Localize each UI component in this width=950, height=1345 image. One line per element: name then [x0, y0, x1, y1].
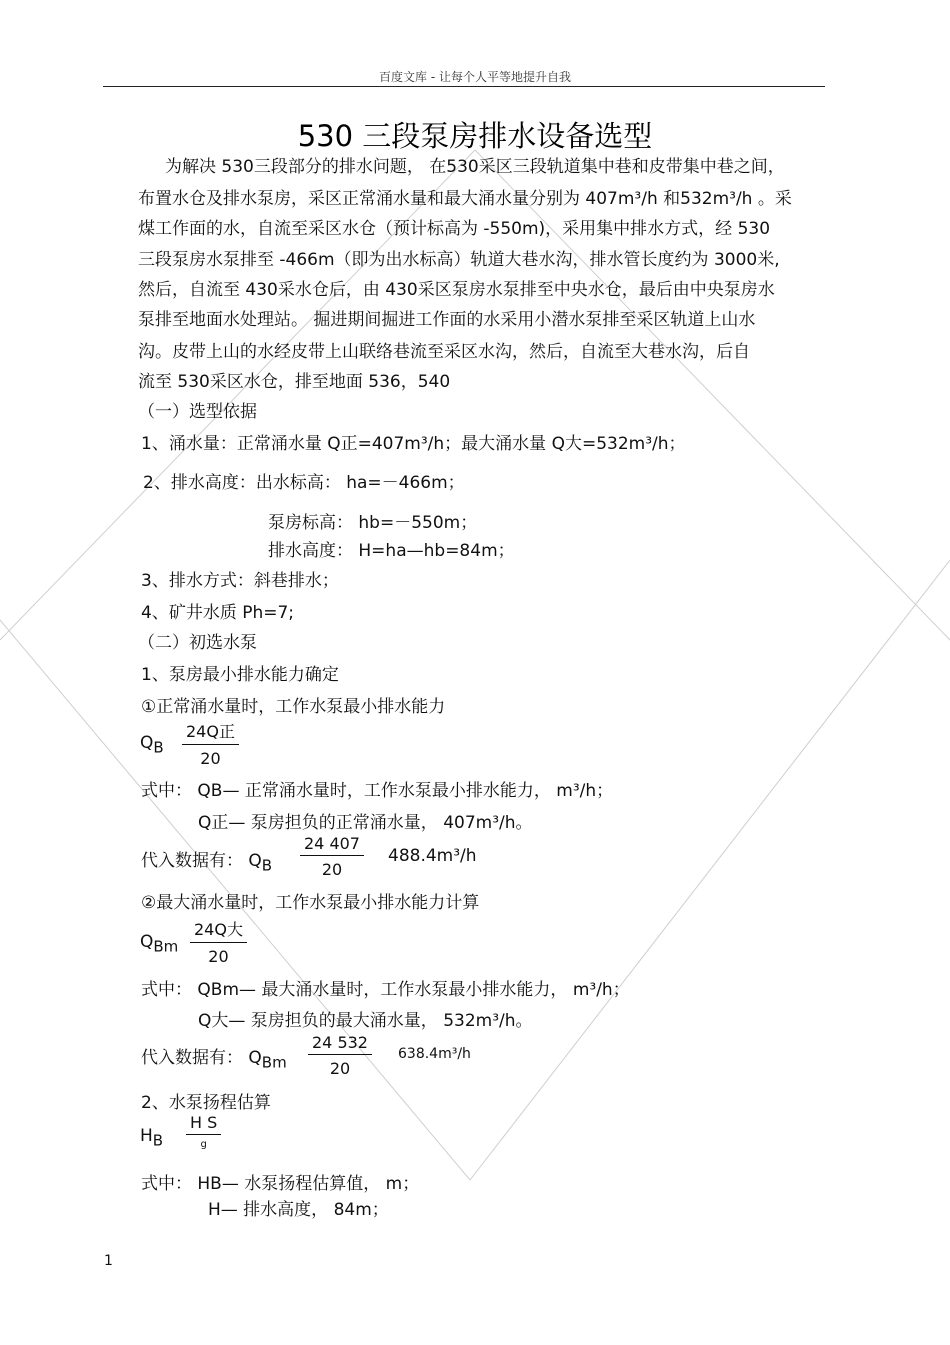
- case1-substitution-label: 代入数据有： $Q_B$: [141, 851, 273, 875]
- case2-heading: ②最大涌水量时，工作水泵最小排水能力计算: [141, 893, 480, 913]
- header-rule: [103, 86, 825, 87]
- head-estimate-heading: 2、水泵扬程估算: [141, 1093, 271, 1113]
- capacity-heading: 1、泵房最小排水能力确定: [141, 665, 339, 685]
- case2-result: 638.4m³/h: [398, 1046, 471, 1062]
- case2-definition-qmax: Q大— 泵房担负的最大涌水量， 532m³/h。: [198, 1011, 533, 1031]
- head-definition-h: H— 排水高度， 84m；: [208, 1200, 389, 1220]
- head-definition-hb: 式中： HB— 水泵扬程估算值， m；: [141, 1174, 420, 1194]
- case1-formula-lhs: $Q_B$: [140, 733, 164, 757]
- intro-line-7: 沟。皮带上山的水经皮带上山联络巷流至采区水沟，然后，自流至大巷水沟，后自: [138, 342, 750, 362]
- basis-outlet-elevation: 2、排水高度：出水标高： ha=－466m；: [143, 473, 465, 493]
- intro-line-5: 然后，自流至 430采水仓后，由 430采区泵房水泵排至中央水仓，最后由中央泵房水: [138, 280, 775, 300]
- page-number: 1: [104, 1253, 113, 1269]
- section-heading-basis: （一）选型依据: [138, 402, 257, 422]
- case2-formula-fraction: 24Q大 20: [190, 917, 247, 966]
- case1-heading: ①正常涌水量时，工作水泵最小排水能力: [141, 697, 446, 717]
- basis-water-quality: 4、矿井水质 Ph=7;: [141, 603, 295, 623]
- case1-formula-fraction: 24Q正 20: [182, 719, 239, 768]
- case1-substitution-fraction: $\frac{24 407}{20}$: [300, 834, 364, 879]
- intro-line-8: 流至 530采区水仓，排至地面 536，540: [138, 372, 451, 392]
- section-heading-pump-selection: （二）初选水泵: [138, 633, 257, 653]
- head-formula-lhs: $H_B$: [140, 1126, 164, 1150]
- intro-line-4: 三段泵房水泵排至 -466m（即为出水标高）轨道大巷水沟，排水管长度约为 3000米,: [138, 250, 780, 270]
- intro-line-6: 泵排至地面水处理站。 掘进期间掘进工作面的水采用小潜水泵排至采区轨道上山水: [138, 310, 756, 330]
- intro-line-3: 煤工作面的水，自流至采区水仓（预计标高为 -550m)，采用集中排水方式，经 530: [138, 219, 771, 239]
- case1-result: 488.4m³/h: [388, 846, 477, 866]
- page-header: 百度文库 - 让每个人平等地提升自我: [379, 70, 571, 84]
- basis-water-inflow: 1、涌水量：正常涌水量 Q正=407m³/h；最大涌水量 Q大=532m³/h；: [141, 434, 686, 454]
- basis-drainage-height: 排水高度： H=ha—hb=84m；: [268, 541, 515, 561]
- basis-drainage-method: 3、排水方式：斜巷排水；: [141, 571, 339, 591]
- case1-definition-qb: 式中： QB— 正常涌水量时，工作水泵最小排水能力， m³/h；: [141, 781, 614, 801]
- intro-line-2: 布置水仓及排水泵房，采区正常涌水量和最大涌水量分别为 407m³/h 和532m³/h 。采: [138, 189, 792, 209]
- case2-formula-lhs: $Q_{Bm}$: [140, 932, 179, 956]
- document-title: 530 三段泵房排水设备选型: [297, 119, 653, 153]
- head-formula-fraction: H S g: [186, 1113, 221, 1150]
- basis-pump-room-elevation: 泵房标高： hb=－550m；: [268, 513, 478, 533]
- case2-substitution-label: 代入数据有： $Q_{Bm}$: [141, 1048, 287, 1072]
- intro-line-1: 为解决 530三段部分的排水问题， 在530采区三段轨道集中巷和皮带集中巷之间，: [165, 157, 785, 177]
- case2-substitution-fraction: $\frac{24 532}{20}$: [308, 1033, 372, 1078]
- case1-definition-qnormal: Q正— 泵房担负的正常涌水量， 407m³/h。: [198, 813, 533, 833]
- case2-definition-qbm: 式中： QBm— 最大涌水量时，工作水泵最小排水能力， m³/h；: [141, 980, 630, 1000]
